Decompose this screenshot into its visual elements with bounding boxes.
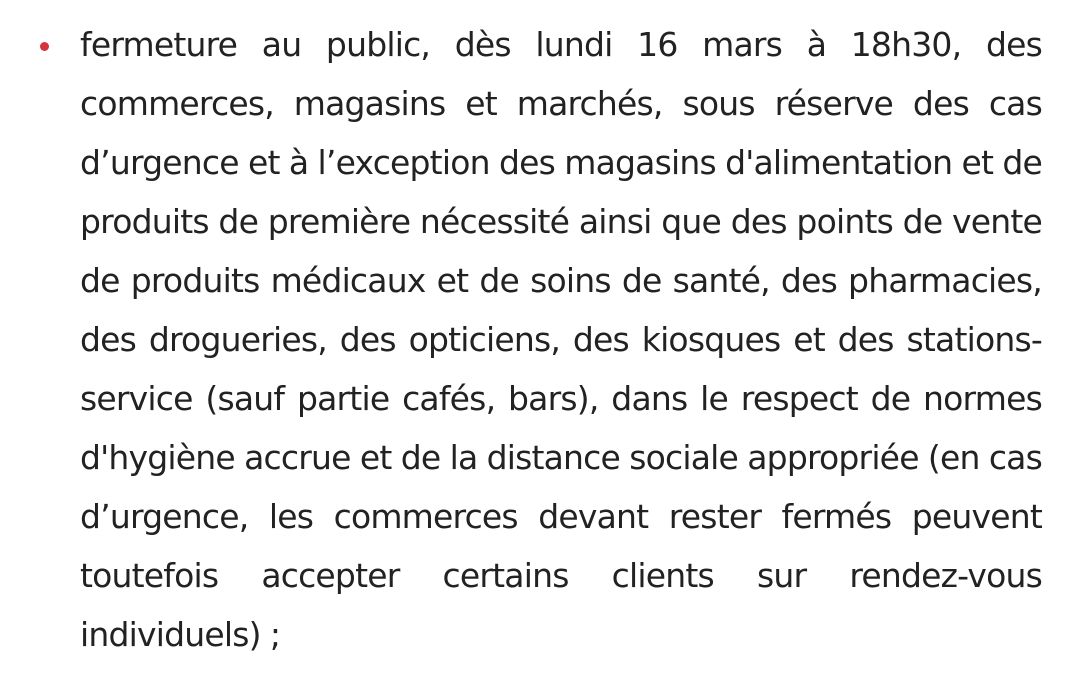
list-item-text: fermeture au public, dès lundi 16 mars à 18h30, des commerces, magasins et marchés, sous réserve des cas d’urgence et à l’exception des magasins d'alimentation et de produits de première nécessité ainsi que des points de vente de produits médicaux et de soins de santé, des pharmacies, des drogueries, des opticiens, des kiosques et des stations-service (sauf partie cafés, bars), dans le respect de normes d'hygiène accrue et de la distance sociale appropriée (en cas d’urgence, les commerces devant rester fermés peuvent toutefois accepter certains clients sur rendez-vous individuels) ; [80,25,1042,654]
list-item [80,15,1042,664]
bullet-dot-icon [40,42,49,51]
